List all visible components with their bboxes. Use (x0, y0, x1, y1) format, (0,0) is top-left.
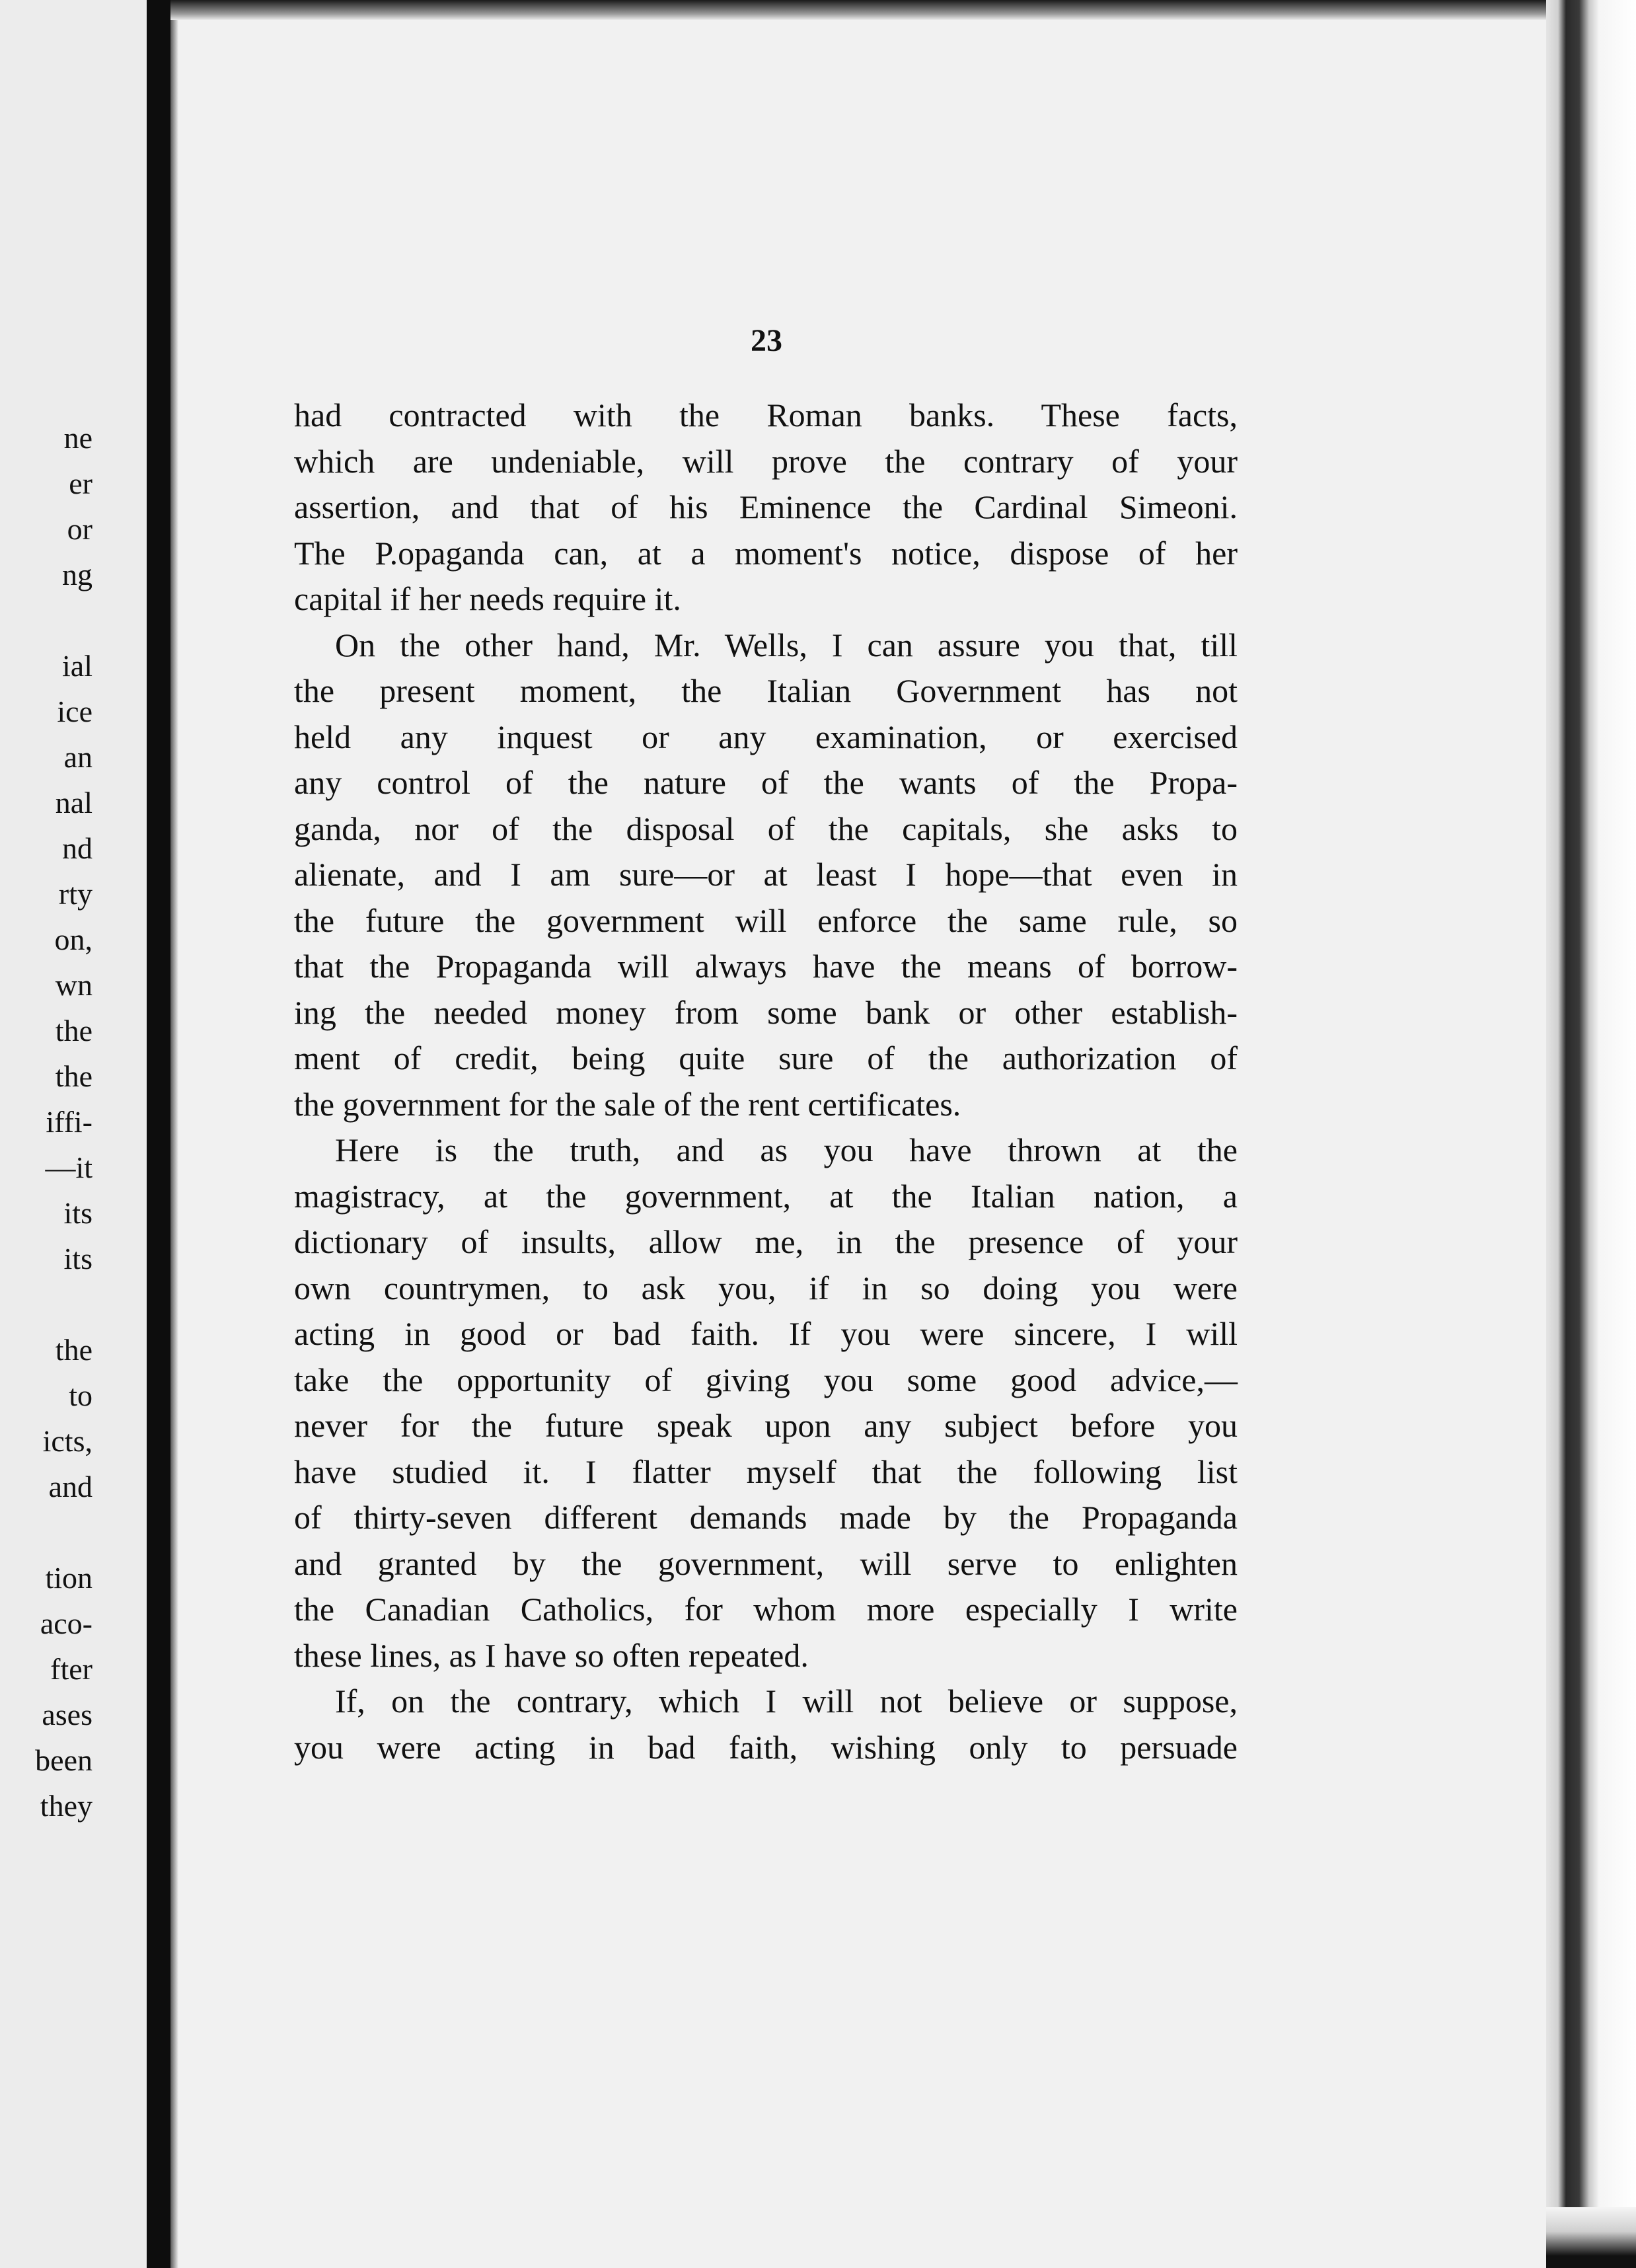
text-line: On the other hand, Mr. Wells, I can assure you that, till (335, 626, 1238, 663)
text-line: these lines, as I have so often repeated. (294, 1636, 809, 1674)
text-line: never for the future speak upon any subject before you (294, 1407, 1238, 1444)
left-fragment: and (48, 1470, 93, 1503)
left-fragment: they (40, 1789, 93, 1823)
left-fragment: er (69, 467, 93, 500)
left-fragment: ne (63, 421, 93, 455)
text-line: magistracy, at the government, at the Italian nation, a (294, 1177, 1238, 1215)
text-line: that the Propaganda will always have the means of borrow- (294, 948, 1238, 985)
book-binding-gutter (147, 0, 170, 2268)
text-line: which are undeniable, will prove the contrary of your (294, 442, 1238, 480)
left-fragment: the (55, 1059, 93, 1093)
gutter-shadow (170, 0, 178, 2268)
page-edge-bottom (1546, 2207, 1636, 2268)
text-line: the future the government will enforce the same rule, so (294, 901, 1238, 939)
text-line: capital if her needs require it. (294, 580, 681, 617)
text-line: take the opportunity of giving you some good advice,— (294, 1361, 1238, 1398)
left-fragment: ng (62, 558, 93, 591)
left-fragment: —it (45, 1151, 93, 1184)
left-fragment-gap (0, 1281, 93, 1327)
text-line: ganda, nor of the disposal of the capitals, she asks to (294, 810, 1238, 847)
left-fragment: on, (54, 923, 93, 956)
page-number: 23 (751, 323, 782, 358)
text-line: had contracted with the Roman banks. These facts, (294, 397, 1238, 434)
left-fragment: iffi- (46, 1105, 93, 1139)
left-fragment: its (63, 1242, 93, 1275)
left-fragment-gap (0, 597, 93, 643)
text-line: ment of credit, being quite sure of the authorization of (294, 1040, 1238, 1077)
page-body-text (294, 393, 1238, 1770)
left-fragment: the (55, 1014, 93, 1047)
left-fragment: rty (58, 877, 93, 911)
text-line: assertion, and that of his Eminence the Cardinal Simeoni. (294, 488, 1238, 525)
left-fragment: its (63, 1196, 93, 1230)
left-fragment: fter (50, 1652, 93, 1686)
left-fragment: nd (62, 831, 93, 865)
left-fragment: ases (42, 1698, 93, 1731)
left-fragment: ial (62, 649, 93, 683)
left-facing-page (0, 0, 149, 2268)
text-line: alienate, and I am sure—or at least I hope—that even in (294, 856, 1238, 893)
text-line: held any inquest or any examination, or exercised (294, 718, 1238, 755)
left-fragment: been (35, 1743, 93, 1777)
text-line: ing the needed money from some bank or other establish- (294, 993, 1238, 1031)
text-line: the government for the sale of the rent certificates. (294, 1085, 961, 1123)
left-fragment: tion (45, 1561, 93, 1595)
text-line: Here is the truth, and as you have thrown at the (335, 1131, 1238, 1168)
text-line: own countrymen, to ask you, if in so doing you were (294, 1269, 1238, 1306)
text-line: the Canadian Catholics, for whom more especially I write (294, 1591, 1238, 1628)
text-line: dictionary of insults, allow me, in the presence of your (294, 1223, 1238, 1260)
text-line: the present moment, the Italian Government has not (294, 672, 1238, 709)
left-fragment: icts, (42, 1424, 93, 1458)
text-line: have studied it. I flatter myself that the following list (294, 1453, 1238, 1490)
text-line: any control of the nature of the wants of the Propa- (294, 764, 1238, 801)
text-line: you were acting in bad faith, wishing only to persuade (294, 1728, 1238, 1766)
left-fragment: the (55, 1333, 93, 1367)
left-fragment: ice (57, 695, 93, 728)
text-line: acting in good or bad faith. If you were sincere, I will (294, 1315, 1238, 1352)
left-fragment-gap (0, 1509, 93, 1555)
left-fragment: wn (55, 968, 93, 1002)
left-fragment: nal (55, 786, 93, 819)
left-page-text-fragments (0, 415, 93, 1829)
left-fragment: or (67, 512, 93, 546)
text-line: of thirty-seven different demands made by the Propaganda (294, 1499, 1238, 1536)
page-edge-right (1546, 0, 1636, 2268)
left-fragment: an (63, 740, 93, 774)
text-line: and granted by the government, will serve to enlighten (294, 1544, 1238, 1582)
left-fragment: to (69, 1379, 93, 1412)
text-line: If, on the contrary, which I will not believe or suppose, (335, 1682, 1238, 1720)
scan-top-edge (170, 0, 1558, 20)
left-fragment: aco- (40, 1606, 93, 1640)
text-line: The P.opaganda can, at a moment's notice, dispose of her (294, 534, 1238, 572)
